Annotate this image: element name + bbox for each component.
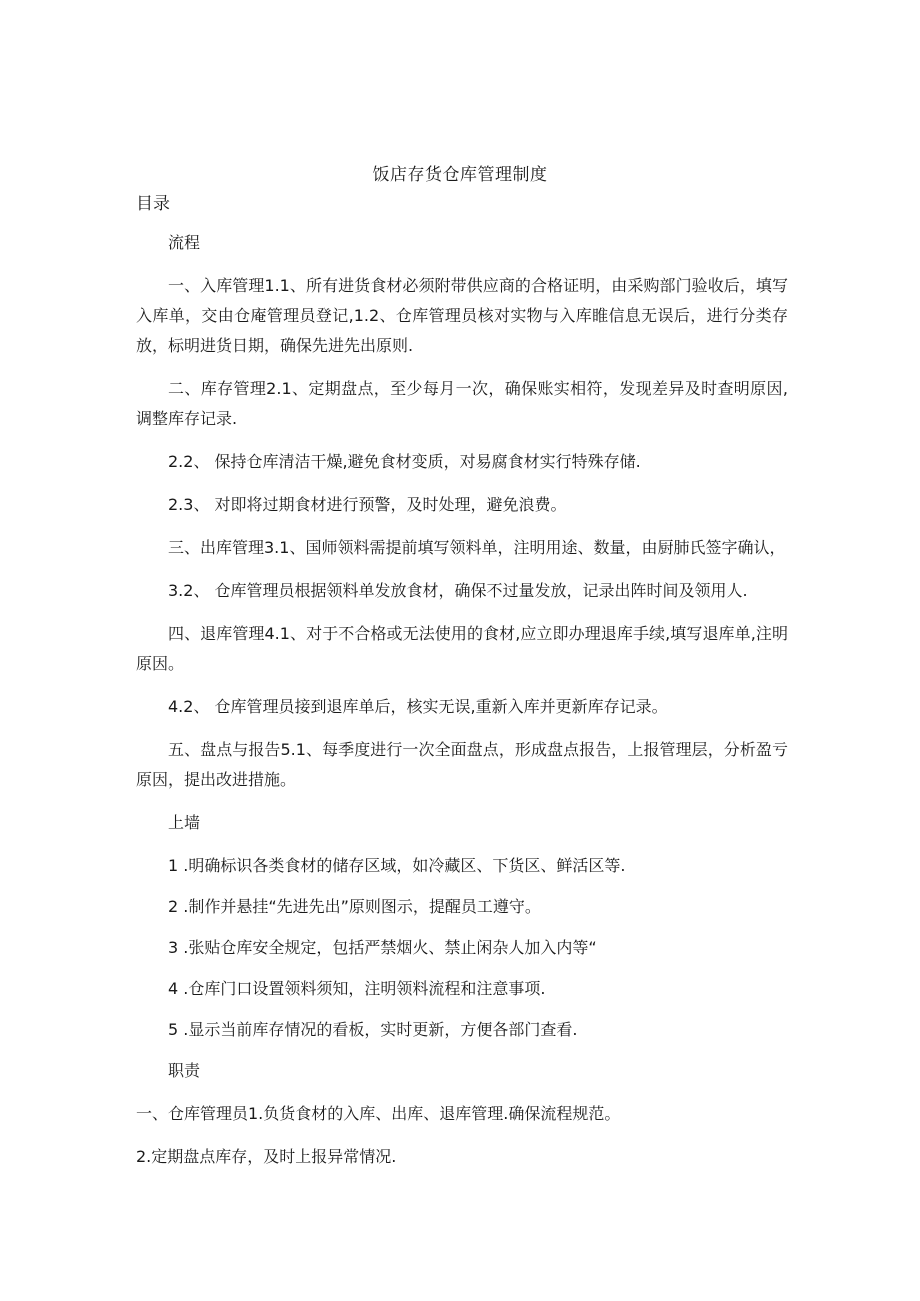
paragraph-3-2: 3.2、 仓库管理员根据领料单发放食材，确保不过量发放，记录出阵时间及领用人.	[168, 581, 748, 600]
duty-item-2: 2.定期盘点库存，及时上报异常情况.	[136, 1147, 397, 1166]
paragraph-inbound: 一、入库管理1.1、所有进货食材必须附带供应商的合格证明，由采购部门验收后，填写入库单，交由仓庵管理员登记,1.2、仓库管理员核对实物与入库睢信息无误后，进行分类存放，标明进货日期，确保先进先出原则.	[136, 276, 788, 355]
wall-item-3: 3 .张贴仓库安全规定，包括严禁烟火、禁止闲杂人加入内等“	[168, 938, 597, 957]
paragraph-return: 四、退库管理4.1、对于不合格或无法使用的食材,应立即办理退库手续,填写退库单,注明原因。	[136, 624, 788, 673]
wall-item-1: 1 .明确标识各类食材的储存区域，如冷藏区、下货区、鲜活区等.	[168, 856, 626, 875]
wall-item-2: 2 .制作并悬挂“先进先出”原则图示，提醒员工遵守。	[168, 897, 541, 916]
toc-label: 目录	[136, 194, 170, 214]
document-title: 饭店存货仓库管理制度	[372, 165, 548, 185]
paragraph-4-2: 4.2、 仓库管理员接到退库单后，核实无误,重新入库并更新库存记录。	[168, 697, 668, 716]
section-heading-wall: 上墙	[168, 813, 201, 832]
paragraph-stocktake: 五、盘点与报告5.1、每季度进行一次全面盘点，形成盘点报告，上报管理层，分析盈亏原因，提出改进措施。	[136, 740, 788, 789]
wall-item-4: 4 .仓库门口设置领料须知，注明领料流程和注意事项.	[168, 979, 546, 998]
section-heading-duties: 职责	[168, 1061, 201, 1080]
paragraph-inventory: 二、库存管理2.1、定期盘点，至少每月一次，确保账实相符，发现差异及时查明原因,调整库存记录.	[136, 379, 788, 428]
paragraph-2-3: 2.3、 对即将过期食材进行预警，及时处理，避免浪费。	[168, 495, 567, 514]
section-heading-process: 流程	[168, 233, 201, 252]
wall-item-5: 5 .显示当前库存情况的看板，实时更新，方便各部门查看.	[168, 1020, 578, 1039]
duty-item-1: 一、仓库管理员1.负货食材的入库、出库、退库管理.确保流程规范。	[136, 1104, 621, 1123]
paragraph-2-2: 2.2、 保持仓库清洁干燥,避免食材变质，对易腐食材实行特殊存储.	[168, 452, 641, 471]
document-body	[136, 228, 788, 1185]
paragraph-outbound: 三、出库管理3.1、国师领料需提前填写领料单，注明用途、数量，由厨肺氏签字确认，	[168, 538, 786, 557]
